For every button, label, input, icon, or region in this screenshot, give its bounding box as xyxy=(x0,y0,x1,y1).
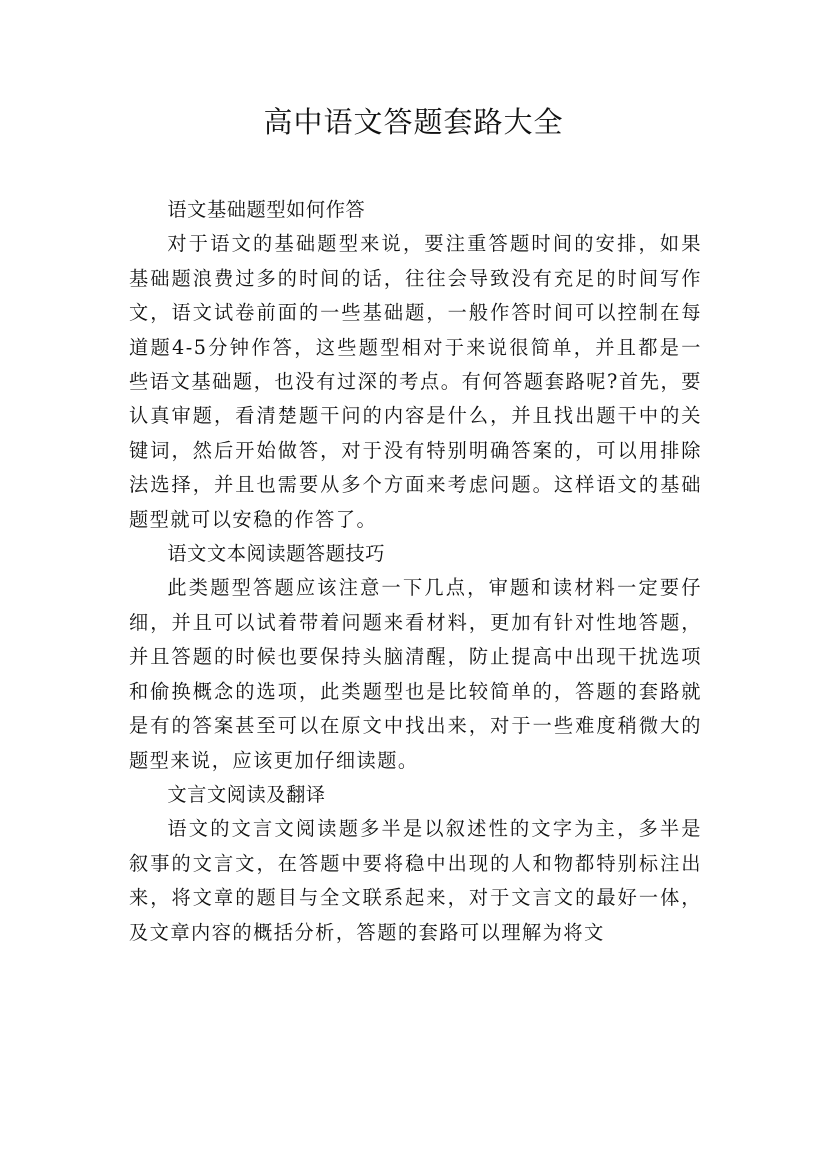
section-paragraph-text-reading: 此类题型答题应该注意一下几点，审题和读材料一定要仔细，并且可以试着带着问题来看材料，更加有针对性地答题，并且答题的时候也要保持头脑清醒，防止提高中出现干扰选项和偷换概念的选项，此类题型也是比较简单的，答题的套路就是有的答案甚至可以在原文中找出来，对于一些难度稍微大的题型来说，应该更加仔细读题。 xyxy=(129,576,702,772)
section-paragraph-basic-questions: 对于语文的基础题型来说，要注重答题时间的安排，如果基础题浪费过多的时间的话，往往会导致没有充足的时间写作文，语文试卷前面的一些基础题，一般作答时间可以控制在每道题4-5分钟作答，这些题型相对于来说很简单，并且都是一些语文基础题，也没有过深的考点。有何答题套路呢?首先，要认真审题，看清楚题干问的内容是什么，并且找出题干中的关键词，然后开始做答，对于没有特别明确答案的，可以用排除法选择，并且也需要从多个方面来考虑问题。这样语文的基础题型就可以安稳的作答了。 xyxy=(129,232,702,531)
section-heading-text-reading: 语文文本阅读题答题技巧 xyxy=(167,542,386,566)
section-paragraph-classical-chinese: 语文的文言文阅读题多半是以叙述性的文字为主，多半是叙事的文言文，在答题中要将稳中出现的人和物都特别标注出来，将文章的题目与全文联系起来，对于文言文的最好一体，及文章内容的概括分析，答题的套路可以理解为将文 xyxy=(129,817,702,944)
section-heading-classical-chinese: 文言文阅读及翻译 xyxy=(167,782,326,806)
section-heading-basic-questions: 语文基础题型如何作答 xyxy=(167,198,366,221)
page-title: 高中语文答题套路大全 xyxy=(263,105,564,139)
document-body xyxy=(129,193,702,950)
